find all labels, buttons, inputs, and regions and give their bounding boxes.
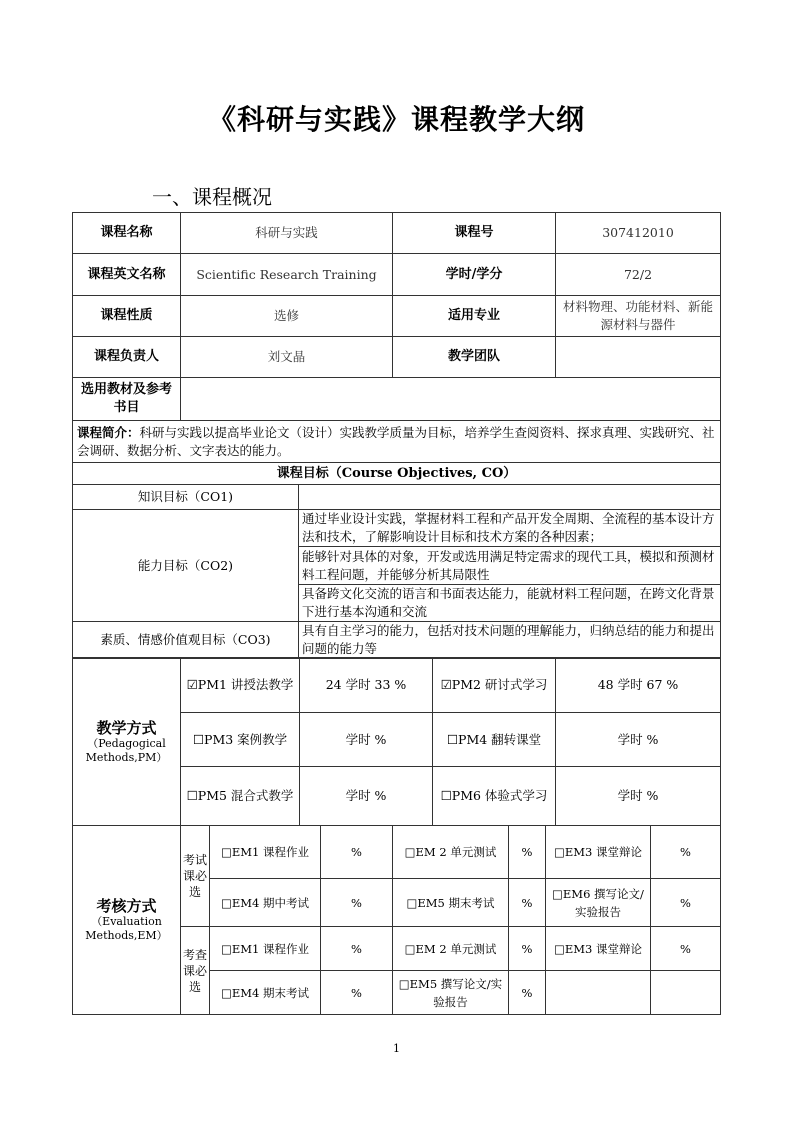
assess-em3-option[interactable]: □EM3 课堂辩论	[546, 927, 651, 971]
co2-label: 能力目标（CO2)	[73, 510, 299, 622]
checkbox-empty-icon[interactable]: ☐	[440, 788, 452, 803]
exam-em1-value: %	[321, 826, 393, 879]
table-row	[73, 622, 721, 659]
evaluation-label-main: 考核方式	[96, 897, 157, 915]
checkbox-empty-icon[interactable]: ☐	[192, 731, 205, 747]
table-row	[73, 296, 721, 337]
exam-em3-value: %	[651, 826, 721, 879]
pedagogical-methods-table	[72, 657, 721, 826]
course-overview-table	[72, 212, 721, 485]
english-name-label: 课程英文名称	[73, 254, 181, 296]
pm5-value: 学时 %	[300, 767, 433, 826]
pedagogical-label-main: 教学方式	[96, 718, 157, 737]
objectives-header: 课程目标（Course Objectives, CO）	[73, 463, 721, 485]
co3-label: 素质、情感价值观目标（CO3)	[73, 622, 299, 659]
exam-em5-value: %	[509, 879, 546, 927]
assess-em5-value: %	[509, 971, 546, 1015]
pedagogical-label	[73, 658, 181, 826]
evaluation-label	[73, 826, 181, 1015]
english-name-value: Scientific Research Training	[181, 254, 393, 296]
pm3-value: 学时 %	[300, 713, 433, 767]
exam-em3-option[interactable]: □EM3 课堂辩论	[546, 826, 651, 879]
leader-label: 课程负责人	[73, 337, 181, 378]
table-row	[73, 378, 721, 421]
co1-text	[299, 485, 721, 510]
evaluation-methods-table	[72, 825, 721, 1015]
pm5-name: PM5 混合式教学	[197, 788, 294, 803]
exam-em5-option[interactable]: □EM5 期末考试	[393, 879, 509, 927]
page-number: 1	[393, 1042, 400, 1055]
table-row	[73, 510, 721, 547]
section-heading: 一、课程概况	[152, 185, 272, 209]
nature-value: 选修	[181, 296, 393, 337]
exam-em2-option[interactable]: □EM 2 单元测试	[393, 826, 509, 879]
table-row	[73, 826, 721, 879]
textbook-label: 选用教材及参考书目	[73, 378, 181, 421]
exam-em2-value: %	[509, 826, 546, 879]
pm3-option[interactable]	[181, 713, 300, 767]
pm1-value: 24 学时 33 %	[300, 658, 433, 713]
pm4-name: PM4 翻转课堂	[458, 731, 542, 747]
co2-text-3: 具备跨文化交流的语言和书面表达能力，能就材料工程问题，在跨文化背景下进行基本沟通和交流	[299, 585, 721, 622]
co2-text-1: 通过毕业设计实践，掌握材料工程和产品开发全周期、全流程的基本设计方法和技术，了解影响设计目标和技术方案的各种因素；	[299, 510, 721, 547]
course-code-value: 307412010	[556, 213, 721, 254]
evaluation-label-sub: （Evaluation Methods,EM）	[85, 915, 168, 942]
pm6-option[interactable]	[433, 767, 556, 826]
checkbox-empty-icon[interactable]: ☐	[186, 788, 198, 803]
team-label: 教学团队	[393, 337, 556, 378]
exam-em1-option[interactable]: □EM1 课程作业	[210, 826, 321, 879]
assess-em5-option[interactable]: □EM5 撰写论文/实验报告	[393, 971, 509, 1015]
assess-em1-value: %	[321, 927, 393, 971]
exam-em4-value: %	[321, 879, 393, 927]
checkbox-checked-icon[interactable]: ☑	[186, 677, 198, 692]
assess-em2-option[interactable]: □EM 2 单元测试	[393, 927, 509, 971]
assess-em1-option[interactable]: □EM1 课程作业	[210, 927, 321, 971]
exam-em6-value: %	[651, 879, 721, 927]
table-row	[73, 421, 721, 463]
assessment-course-label: 考查课必选	[181, 927, 210, 1015]
co1-label: 知识目标（CO1)	[73, 485, 299, 510]
assess-em3-value: %	[651, 927, 721, 971]
pm4-value: 学时 %	[556, 713, 721, 767]
exam-em6-option[interactable]: □EM6 撰写论文/实验报告	[546, 879, 651, 927]
hours-credits-label: 学时/学分	[393, 254, 556, 296]
course-name-value: 科研与实践	[181, 213, 393, 254]
table-row	[73, 254, 721, 296]
pm1-option[interactable]	[181, 658, 300, 713]
course-code-label: 课程号	[393, 213, 556, 254]
pm4-option[interactable]	[433, 713, 556, 767]
assess-em4-value: %	[321, 971, 393, 1015]
pm2-value: 48 学时 67 %	[556, 658, 721, 713]
intro-label: 课程简介：	[77, 424, 140, 440]
textbook-value	[181, 378, 721, 421]
course-name-label: 课程名称	[73, 213, 181, 254]
assess-em4-option[interactable]: □EM4 期末考试	[210, 971, 321, 1015]
exam-em4-option[interactable]: □EM4 期中考试	[210, 879, 321, 927]
table-row	[73, 337, 721, 378]
pm5-option[interactable]	[181, 767, 300, 826]
objectives-table	[72, 484, 721, 659]
intro-text: 科研与实践以提高毕业论文（设计）实践教学质量为目标，培养学生查阅资料、探求真理、实践研究、社会调研、数据分析、文字表达的能力。	[77, 424, 715, 458]
exam-course-label: 考试课必选	[181, 826, 210, 927]
assess-em2-value: %	[509, 927, 546, 971]
leader-value: 刘文晶	[181, 337, 393, 378]
co2-text-2: 能够针对具体的对象，开发或选用满足特定需求的现代工具，模拟和预测材料工程问题，并能够分析其局限性	[299, 547, 721, 585]
pm3-name: PM3 案例教学	[204, 731, 288, 747]
table-row	[73, 485, 721, 510]
majors-value: 材料物理、功能材料、新能源材料与器件	[556, 296, 721, 337]
pm6-value: 学时 %	[556, 767, 721, 826]
table-row	[73, 658, 721, 713]
checkbox-checked-icon[interactable]: ☑	[440, 677, 452, 692]
pm6-name: PM6 体验式学习	[451, 788, 548, 803]
document-title: 《科研与实践》课程教学大纲	[207, 103, 585, 136]
co3-text: 具有自主学习的能力，包括对技术问题的理解能力，归纳总结的能力和提出问题的能力等	[299, 622, 721, 659]
assess-empty-value	[651, 971, 721, 1015]
team-value	[556, 337, 721, 378]
assess-empty-option	[546, 971, 651, 1015]
table-row	[73, 463, 721, 485]
pm2-name: PM2 研讨式学习	[451, 677, 548, 692]
nature-label: 课程性质	[73, 296, 181, 337]
table-row	[73, 213, 721, 254]
pm2-option[interactable]	[433, 658, 556, 713]
majors-label: 适用专业	[393, 296, 556, 337]
checkbox-empty-icon[interactable]: ☐	[446, 731, 459, 747]
pm1-name: PM1 讲授法教学	[197, 677, 294, 692]
hours-credits-value: 72/2	[556, 254, 721, 296]
pedagogical-label-sub: （Pedagogical Methods,PM）	[85, 736, 168, 764]
course-intro	[73, 421, 721, 463]
